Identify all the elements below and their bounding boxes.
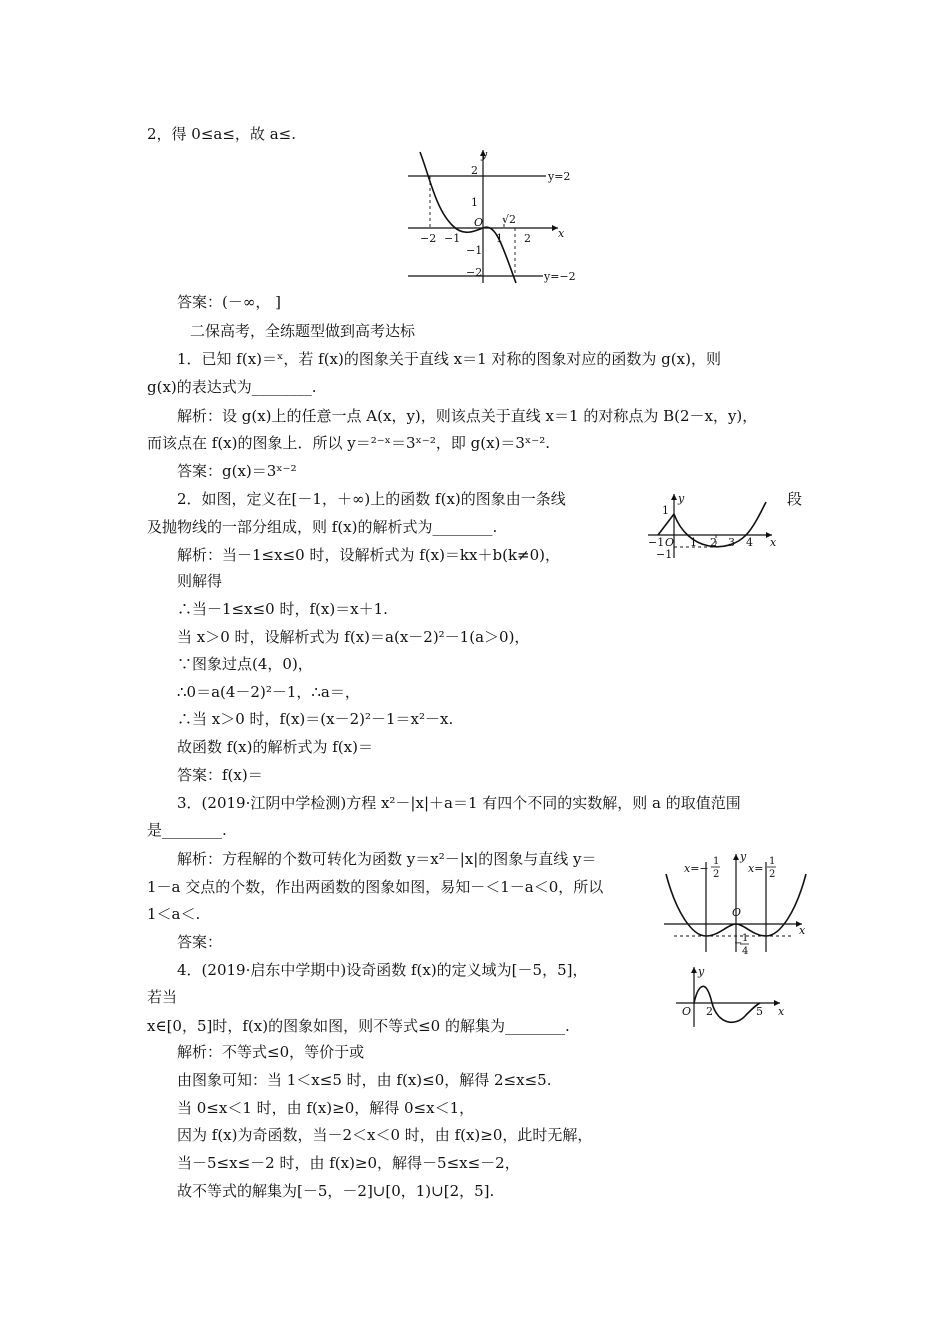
tick-label: −1	[444, 232, 461, 245]
line-label: y=2	[548, 170, 571, 183]
text-line: 当 0≤x＜1 时，由 f(x)≥0，解得 0≤x＜1，	[177, 1099, 475, 1117]
tick-label: 1	[690, 536, 697, 549]
text-line: x∈[0，5]时，f(x)的图象如图，则不等式≤0 的解集为________.	[147, 1017, 570, 1035]
origin-label: O	[682, 1005, 692, 1018]
tick-label: √2	[502, 213, 517, 226]
tick-label: 1	[496, 232, 503, 245]
text-line: 故函数 f(x)的解析式为 f(x)＝	[177, 738, 373, 756]
text-line: 解析：当－1≤x≤0 时，设解析式为 f(x)＝kx＋b(k≠0)，	[177, 546, 560, 564]
text-line: 1．已知 f(x)＝ˣ，若 f(x)的图象关于直线 x＝1 对称的图象对应的函数为 g(x)，则	[177, 350, 721, 368]
fraction-denominator: 2	[769, 869, 776, 880]
fraction-numerator: 1	[742, 933, 749, 944]
tick-label: −1	[656, 548, 673, 561]
text-line: ∴当－1≤x≤0 时，f(x)＝x＋1.	[177, 600, 388, 618]
text-line: 答案：f(x)＝	[177, 766, 263, 784]
x-axis-label: x	[778, 1005, 785, 1018]
text-line: 当 x＞0 时，设解析式为 f(x)＝a(x－2)²－1(a＞0)，	[177, 628, 530, 646]
text-line: 段	[787, 490, 803, 508]
fraction-numerator: 1	[769, 856, 776, 867]
figure-cubic-graph	[408, 150, 583, 285]
tick-label: −2	[466, 266, 483, 279]
text-line: 当－5≤x≤－2 时，由 f(x)≥0，解得－5≤x≤－2，	[177, 1154, 520, 1172]
fraction-numerator: 1	[713, 856, 720, 867]
y-axis-label: y	[740, 850, 747, 863]
line-label: x=−	[684, 862, 709, 875]
text-line: 由图象可知：当 1＜x≤5 时，由 f(x)≤0，解得 2≤x≤5.	[177, 1071, 552, 1089]
text-line: 而该点在 f(x)的图象上．所以 y＝²⁻ˣ＝3ˣ⁻²，即 g(x)＝3ˣ⁻².	[147, 434, 550, 452]
tick-label: 1	[471, 196, 478, 209]
tick-label: 2	[706, 1005, 713, 1018]
tick-label: −1	[466, 244, 483, 257]
text-line: 2．如图，定义在[－1，＋∞)上的函数 f(x)的图象由一条线	[177, 490, 566, 508]
tick-label: −1	[648, 536, 665, 549]
origin-label: O	[474, 216, 484, 229]
minus-sign: −	[734, 938, 743, 949]
text-line: ∵图象过点(4，0)，	[177, 655, 313, 673]
y-axis-label: y	[481, 148, 488, 161]
tick-label: 2	[524, 232, 531, 245]
text-line: 及抛物线的一部分组成，则 f(x)的解析式为________.	[147, 518, 498, 536]
tick-label: 5	[756, 1005, 763, 1018]
text-line: ∴0＝a(4－2)²－1，∴a＝，	[177, 683, 360, 701]
fraction-denominator: 2	[713, 869, 720, 880]
text-line: 1－a 交点的个数，作出两函数的图象如图，易知－＜1－a＜0，所以	[147, 878, 604, 896]
tick-label: 2	[710, 536, 717, 549]
x-axis-label: x	[799, 924, 806, 937]
text-line: 答案：	[177, 933, 223, 951]
line-label: y=−2	[544, 270, 576, 283]
origin-label: O	[665, 536, 675, 549]
y-axis-label: y	[698, 965, 705, 978]
figure-w-shaped-graph	[664, 852, 809, 957]
text-line: 若当	[147, 988, 178, 1006]
text-line: 是________.	[147, 821, 227, 839]
line-label: x=	[748, 862, 764, 875]
text-line: 答案：g(x)＝3ˣ⁻²	[177, 462, 297, 480]
x-axis-label: x	[558, 227, 565, 240]
text-line: 解析：不等式≤0，等价于或	[177, 1043, 365, 1061]
text-line: 1＜a＜.	[147, 905, 201, 923]
fraction-denominator: 4	[742, 946, 749, 957]
tick-label: 4	[746, 536, 753, 549]
figure-piecewise-graph	[648, 492, 778, 560]
tick-label: 2	[471, 164, 478, 177]
text-line: 二保高考，全练题型做到高考达标	[190, 322, 416, 340]
text-line: 故不等式的解集为[－5，－2]∪[0，1)∪[2，5].	[177, 1182, 495, 1200]
x-axis-label: x	[770, 536, 777, 549]
text-line: 3．(2019·江阴中学检测)方程 x²－|x|＋a＝1 有四个不同的实数解，则 a 的取值范围	[177, 794, 741, 812]
text-line: 解析：方程解的个数可转化为函数 y＝x²－|x|的图象与直线 y＝	[177, 850, 597, 868]
text-line: 则解得	[177, 572, 223, 590]
text-line: 4．(2019·启东中学期中)设奇函数 f(x)的定义域为[－5，5]，	[177, 961, 588, 979]
origin-label: O	[732, 906, 742, 919]
tick-label: 3	[728, 536, 735, 549]
tick-label: −2	[420, 232, 437, 245]
text-line: g(x)的表达式为________.	[147, 378, 317, 396]
text-line: 答案：(－∞， ]	[177, 293, 281, 311]
text-line: 因为 f(x)为奇函数，当－2＜x＜0 时，由 f(x)≥0，此时无解，	[177, 1126, 593, 1144]
y-axis-label: y	[678, 492, 685, 505]
text-line: 解析：设 g(x)上的任意一点 A(x，y)，则该点关于直线 x＝1 的对称点为 B(2－x，y)，	[177, 407, 758, 425]
text-line: 2，得 0≤a≤，故 a≤.	[147, 125, 296, 143]
text-line: ∴当 x＞0 时，f(x)＝(x－2)²－1＝x²－x.	[177, 710, 454, 728]
tick-label: 1	[662, 504, 669, 517]
figure-odd-function-graph	[676, 965, 786, 1030]
